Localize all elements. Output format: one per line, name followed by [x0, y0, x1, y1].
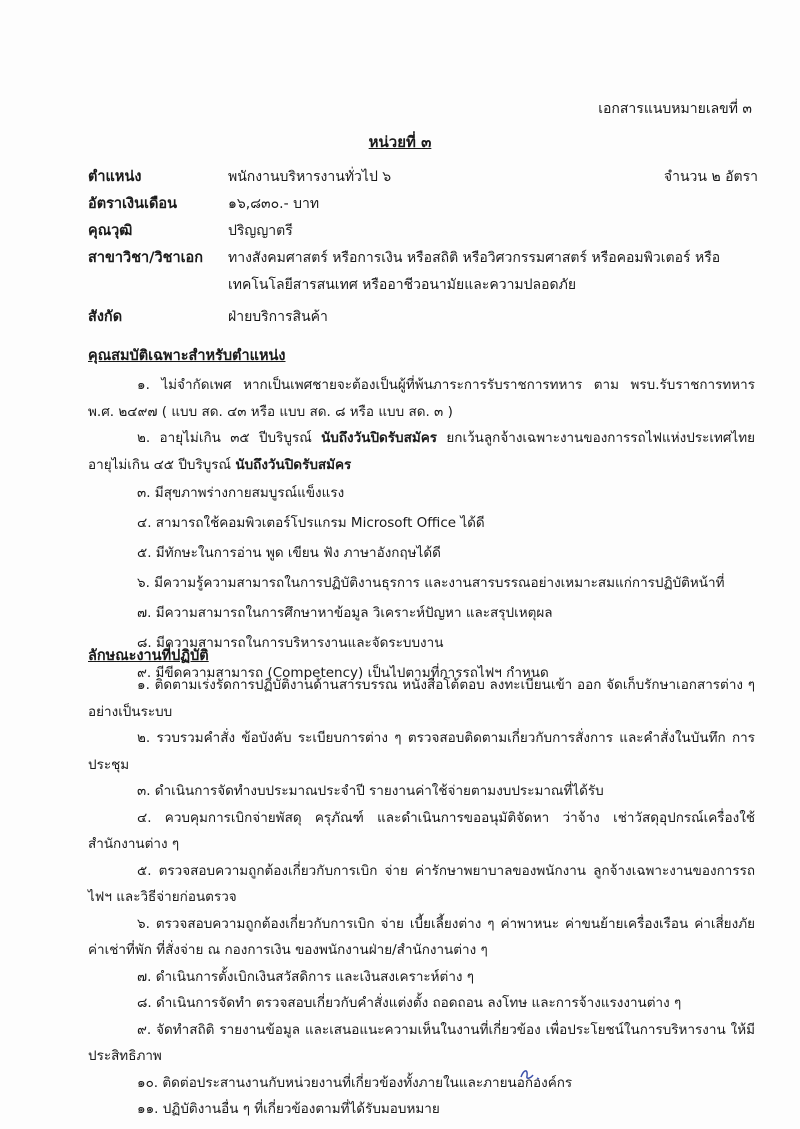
- field-label: ตำแหน่ง: [88, 169, 142, 185]
- qualification-item: [88, 425, 755, 478]
- duties-section: [88, 643, 755, 1123]
- field-value: ทางสังคมศาสตร์ หรือการเงิน หรือสถิติ หรือวิศวกรรมศาสตร์ หรือคอมพิวเตอร์ หรือเทคโนโลยีสารสนเทศ หรืออาชีวอนามัยและความปลอดภัย: [228, 250, 721, 293]
- field-label: สาขาวิชา/วิชาเอก: [88, 250, 204, 266]
- duties-heading: ลักษณะงานที่ปฏิบัติ: [88, 648, 209, 664]
- bold-text: นับถึงวันปิดรับสมัคร: [321, 430, 438, 446]
- duty-item: ๘. ดำเนินการจัดทำ ตรวจสอบเกี่ยวกับคำสั่งแต่งตั้ง ถอดถอน ลงโทษ และการจ้างแรงงานต่าง ๆ: [137, 995, 682, 1011]
- qualifications-heading: คุณสมบัติเฉพาะสำหรับตำแหน่ง: [88, 348, 286, 364]
- attachment-reference: เอกสารแนบหมายเลขที่ ๓: [598, 101, 752, 117]
- field-education: [88, 218, 758, 245]
- field-label: คุณวุฒิ: [88, 223, 133, 239]
- duty-item: ๔. ควบคุมการเบิกจ่ายพัสดุ ครุภัณฑ์ และดำเนินการขออนุมัติจัดหา ว่าจ้าง เช่าวัสดุอุปกรณ์เครื่องใช้สำนักงานต่าง ๆ: [88, 809, 755, 852]
- duty-item: ๓. ดำเนินการจัดทำงบประมาณประจำปี รายงานค่าใช้จ่ายตามงบประมาณที่ได้รับ: [137, 783, 604, 799]
- qualification-item: ๔. สามารถใช้คอมพิวเตอร์โปรแกรม Microsoft Office ได้ดี: [137, 515, 485, 531]
- qualification-item: ๕. มีทักษะในการอ่าน พูด เขียน ฟัง ภาษาอังกฤษได้ดี: [137, 545, 441, 561]
- unit-title: หน่วยที่ ๓: [368, 133, 432, 151]
- field-position: [88, 164, 758, 191]
- text: ยกเว้นลูกจ้างเฉพาะงานของการรถไฟแห่งประเทศไทย อายุไม่เกิน ๔๕ ปีบริบูรณ์: [88, 430, 756, 473]
- field-value: ๑๖,๘๓๐.- บาท: [228, 196, 320, 212]
- field-value: ปริญญาตรี: [228, 223, 293, 239]
- duty-item: ๗. ดำเนินการตั้งเบิกเงินสวัสดิการ และเงินสงเคราะห์ต่าง ๆ: [137, 968, 475, 985]
- position-count: จำนวน ๒ อัตรา: [663, 169, 758, 185]
- duty-item: ๑๐. ติดต่อประสานงานกับหน่วยงานที่เกี่ยวข้องทั้งภายในและภายนอกองค์กร: [137, 1074, 573, 1091]
- field-department: [88, 304, 758, 331]
- field-major: [88, 245, 758, 299]
- handwritten-initials-mark: [518, 1066, 548, 1082]
- field-salary: [88, 191, 758, 218]
- duty-item: ๖. ตรวจสอบความถูกต้องเกี่ยวกับการเบิก จ่าย เบี้ยเลี้ยงต่าง ๆ ค่าพาหนะ ค่าขนย้ายเครื่องเรือน ค่าเสี่ยงภัย ค่าเช่าที่พัก ที่สั่งจ่าย ณ กองการเงิน ของพนักงานฝ่าย/สำนักงานต่าง ๆ: [88, 915, 755, 958]
- qualification-item: ๙. มีขีดความสามารถ (Competency) เป็นไปตามที่การรถไฟฯ กำหนด: [137, 665, 549, 681]
- position-fields: [88, 164, 758, 331]
- duty-item: ๑๑. ปฏิบัติงานอื่น ๆ ที่เกี่ยวข้องตามที่ได้รับมอบหมาย: [137, 1101, 440, 1117]
- qualification-item: ๖. มีความรู้ความสามารถในการปฏิบัติงานธุรการ และงานสารบรรณอย่างเหมาะสมแก่การปฏิบัติหน้าที่: [137, 575, 725, 591]
- qualification-item: ๑. ไม่จำกัดเพศ หากเป็นเพศชายจะต้องเป็นผู้ที่พ้นภาระการรับราชการทหาร ตาม พรบ.รับราชการทหาร พ.ศ. ๒๔๙๗ ( แบบ สด. ๔๓ หรือ แบบ สด. ๘ หรือ แบบ สด. ๓ ): [88, 377, 755, 420]
- duty-item: ๙. จัดทำสถิติ รายงานข้อมูล และเสนอแนะความเห็นในงานที่เกี่ยวข้อง เพื่อประโยชน์ในการบริหารงาน ให้มีประสิทธิภาพ: [88, 1021, 755, 1064]
- field-label: สังกัด: [88, 309, 123, 325]
- qualification-item: ๗. มีความสามารถในการศึกษาหาข้อมูล วิเคราะห์ปัญหา และสรุปเหตุผล: [137, 605, 553, 621]
- text: ๒. อายุไม่เกิน ๓๕ ปีบริบูรณ์: [137, 430, 322, 446]
- qualification-item: ๓. มีสุขภาพร่างกายสมบูรณ์แข็งแรง: [137, 485, 345, 501]
- field-value: ฝ่ายบริการสินค้า: [228, 309, 328, 325]
- duty-item: ๒. รวบรวมคำสั่ง ข้อบังคับ ระเบียบการต่าง ๆ ตรวจสอบติดตามเกี่ยวกับการสั่งการ และคำสั่งในบันทึก การประชุม: [88, 730, 755, 773]
- bold-text: นับถึงวันปิดรับสมัคร: [235, 456, 352, 473]
- qualifications-section: [88, 343, 755, 688]
- field-label: อัตราเงินเดือน: [88, 196, 177, 212]
- duty-item: ๕. ตรวจสอบความถูกต้องเกี่ยวกับการเบิก จ่าย ค่ารักษาพยาบาลของพนักงาน ลูกจ้างเฉพาะงานของการรถไฟฯ และวิธีจ่ายก่อนตรวจ: [88, 862, 755, 905]
- duty-item: ๑. ติดตามเร่งรัดการปฏิบัติงานด้านสารบรรณ หนังสือโต้ตอบ ลงทะเบียนเข้า ออก จัดเก็บรักษาเอกสารต่าง ๆ อย่างเป็นระบบ: [88, 677, 755, 720]
- qualification-item: ๘. มีความสามารถในการบริหารงานและจัดระบบงาน: [137, 635, 444, 651]
- field-value: พนักงานบริหารงานทั่วไป ๖: [228, 169, 392, 185]
